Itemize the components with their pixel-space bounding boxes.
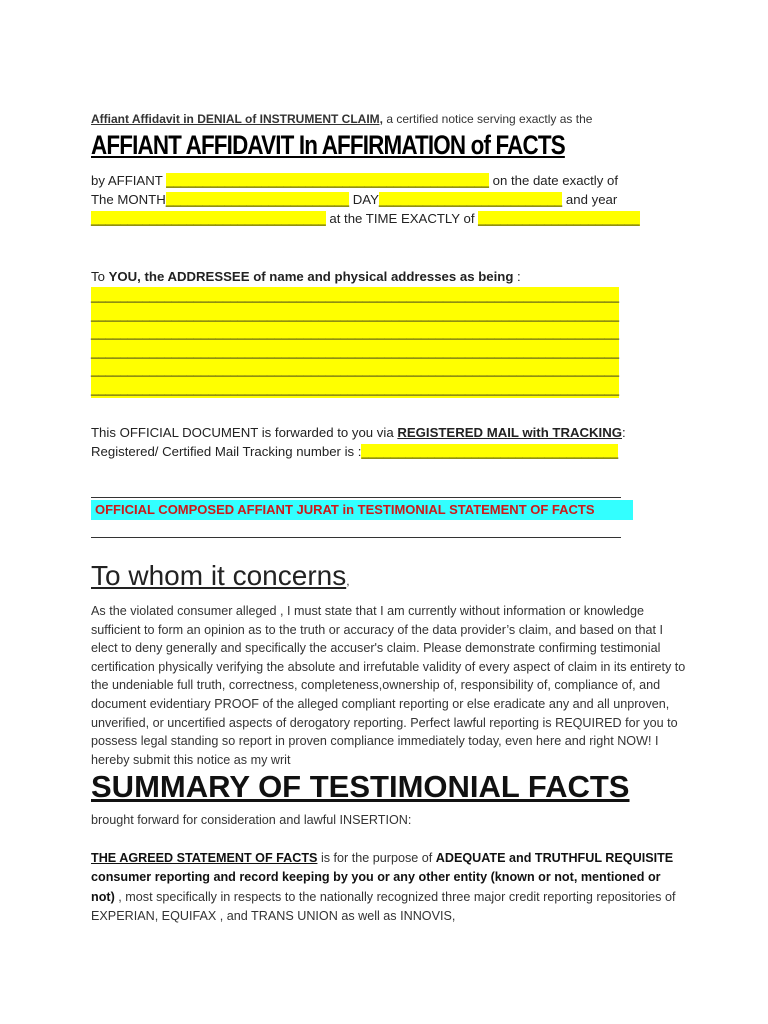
delivery-suffix: : <box>622 425 626 440</box>
address-line-5[interactable]: ________________________________________________________________________ <box>91 361 619 380</box>
concerns-heading <box>91 560 350 592</box>
addressee-line <box>91 268 521 286</box>
address-line-6[interactable]: ________________________________________________________________________ <box>91 380 619 399</box>
month-line <box>91 191 617 209</box>
intro-underlined: Affiant Affidavit in DENIAL of INSTRUMENT CLAIM, <box>91 112 383 126</box>
day-label: DAY <box>349 192 379 207</box>
affiant-line <box>91 172 618 190</box>
summary-heading: SUMMARY OF TESTIMONIAL FACTS <box>91 769 630 804</box>
year-label: and year <box>562 192 618 207</box>
addressee-colon: : <box>513 269 521 284</box>
time-blank[interactable]: ______________________ <box>478 211 640 226</box>
rule-top <box>91 497 621 498</box>
agreed-rest: , most specifically in respects to the nationally recognized three major credit reporting repositories of EXPERIAN, EQUIFAX , and TRANS UNION as well as INNOVIS, <box>91 889 676 924</box>
summary-subtext: brought forward for consideration and lawful INSERTION: <box>91 813 412 827</box>
intro-line <box>91 110 592 128</box>
affiant-blank[interactable]: ____________________________________________ <box>166 173 489 188</box>
delivery-line <box>91 424 626 442</box>
day-blank[interactable]: _________________________ <box>378 192 563 207</box>
month-label: The MONTH <box>91 192 166 207</box>
agreed-mid: is for the purpose of <box>317 851 436 865</box>
agreed-bold: ADEQUATE and TRUTHFUL REQUISITE consumer reporting and record keeping by you or any other entity (known or not, mentioned or not) <box>91 851 674 904</box>
month-blank[interactable]: _________________________ <box>165 192 350 207</box>
intro-rest: a certified notice serving exactly as the <box>382 112 593 126</box>
rule-bottom <box>91 537 621 538</box>
delivery-method: REGISTERED MAIL with TRACKING <box>397 425 623 440</box>
document-title: AFFIANT AFFIDAVIT In AFFIRMATION of FACTS <box>91 130 565 160</box>
address-line-3[interactable]: ________________________________________________________________________ <box>91 324 619 343</box>
tracking-blank[interactable]: ___________________________________ <box>361 444 619 459</box>
affiant-label: by AFFIANT <box>91 173 167 188</box>
year-blank[interactable]: ________________________________ <box>91 211 326 226</box>
address-line-2[interactable]: ________________________________________________________________________ <box>91 306 619 325</box>
delivery-prefix: This OFFICIAL DOCUMENT is forwarded to you via <box>91 425 398 440</box>
time-label: at the TIME EXACTLY of <box>325 211 479 226</box>
concerns-body: As the violated consumer alleged , I must state that I am currently without information or knowledge sufficient to form an opinion as to the truth or accuracy of the data provider’s claim, and based on that I elect to deny generally and specifically the accuser's claim. Please demonstrate confirming testimonial certification physically verifying the absolute and irrefutable validity of every aspect of claim in its entirety to the undeniable full truth, correctness, completeness,ownership of, responsibility of, compliance of, and document evidentiary PROOF of the alleged compliant reporting or else eradicate any and all unproven, unverified, or uncertified aspects of derogatory reporting. Perfect lawful reporting is REQUIRED for you to possess legal standing so report in proven compliance immediately today, even here and right NOW! I hereby submit this notice as my writ <box>91 604 686 767</box>
address-line-1[interactable]: ________________________________________________________________________ <box>91 287 619 306</box>
addressee-label: YOU, the ADDRESSEE of name and physical addresses as being <box>108 269 514 284</box>
tracking-label: Registered/ Certified Mail Tracking number is : <box>91 444 362 459</box>
agreed-label: THE AGREED STATEMENT OF FACTS <box>91 851 318 865</box>
jurat-title: OFFICIAL COMPOSED AFFIANT JURAT in TESTIMONIAL STATEMENT OF FACTS <box>91 500 633 520</box>
agreed-statement <box>91 849 686 927</box>
addressee-lines <box>91 287 619 398</box>
concerns-heading-text: To whom it concerns <box>91 560 347 591</box>
tracking-line <box>91 443 618 461</box>
concerns-comma: , <box>346 574 350 588</box>
time-line <box>91 210 640 228</box>
addressee-to: To <box>91 269 109 284</box>
date-label: on the date exactly of <box>488 173 618 188</box>
address-line-4[interactable]: ________________________________________________________________________ <box>91 343 619 362</box>
